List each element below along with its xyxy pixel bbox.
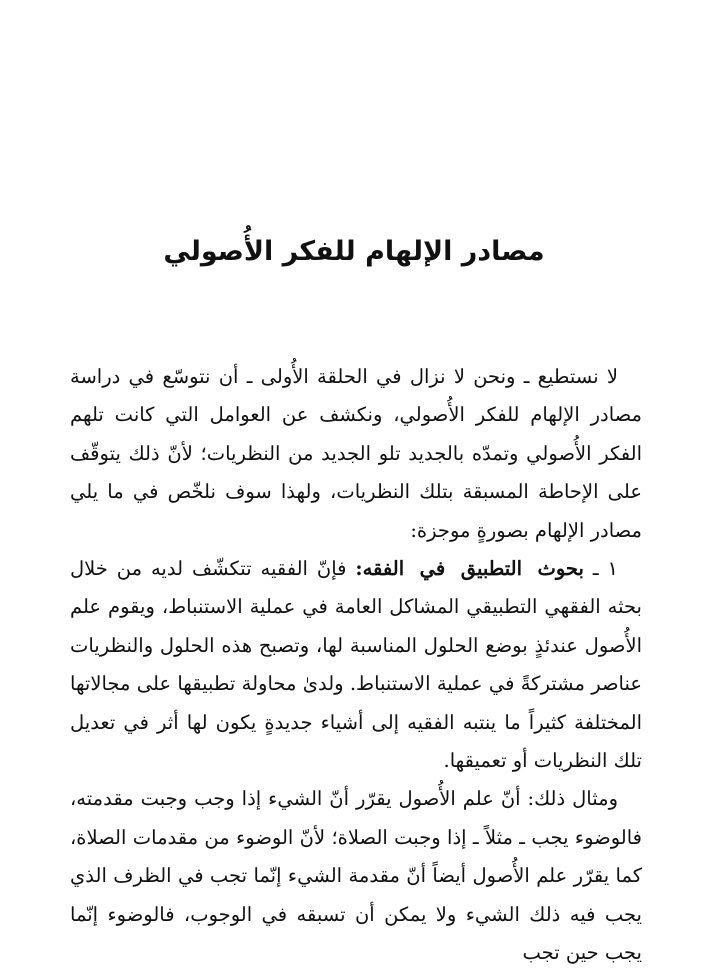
paragraph-example: ومثال ذلك: أنّ علم الأُصول يقرّر أنّ الشيء إذا وجب وجبت مقدمته، فالوضوء يجب ـ مثلاً ـ إذا وجبت الصلاة؛ لأنّ الوضوء من مقدمات الصلاة، كما يقرّر علم الأُصول أيضاً أنّ مقدمة الشيء إنّما تجب في الظرف الذي يجب فيه ذلك الشيء ولا يمكن أن تسبقه في الوجوب، فالوضوء إنّما يجب حين تجب bbox=[70, 787, 642, 965]
body-text bbox=[70, 358, 642, 973]
item-number: ١ ـ bbox=[592, 557, 618, 581]
page-title: مصادر الإلهام للفكر الأُصولي bbox=[163, 236, 545, 267]
item-title: بحوث التطبيق في الفقه: bbox=[355, 557, 584, 581]
paragraph-intro: لا نستطيع ـ ونحن لا نزال في الحلقة الأُولى ـ أن نتوسّع في دراسة مصادر الإلهام للفكر الأُصولي، ونكشف عن العوامل التي كانت تلهم الفكر الأُصولي وتمدّه بالجديد تلو الجديد من النظريات؛ لأنّ ذلك يتوقّف على الإحاطة المسبقة بتلك النظريات، ولهذا سوف نلخّص في ما يلي مصادر الإلهام بصورةٍ موجزة: bbox=[70, 365, 642, 542]
paragraph-item-1 bbox=[70, 550, 642, 780]
item-text: فإنّ الفقيه تتكشّف لديه من خلال بحثه الفقهي التطبيقي المشاكل العامة في عملية الاستنباط، ويقوم علم الأُصول عندئذٍ بوضع الحلول المناسبة لها، وتصبح هذه الحلول والنظريات عناصر مشتركةً في عملية الاستنباط. ولدىٰ محاولة تطبيقها على مجالاتها المختلفة كثيراً ما ينتبه الفقيه إلى أشياء جديدةٍ يكون لها أثر في تعديل تلك النظريات أو تعميقها. bbox=[70, 557, 642, 773]
